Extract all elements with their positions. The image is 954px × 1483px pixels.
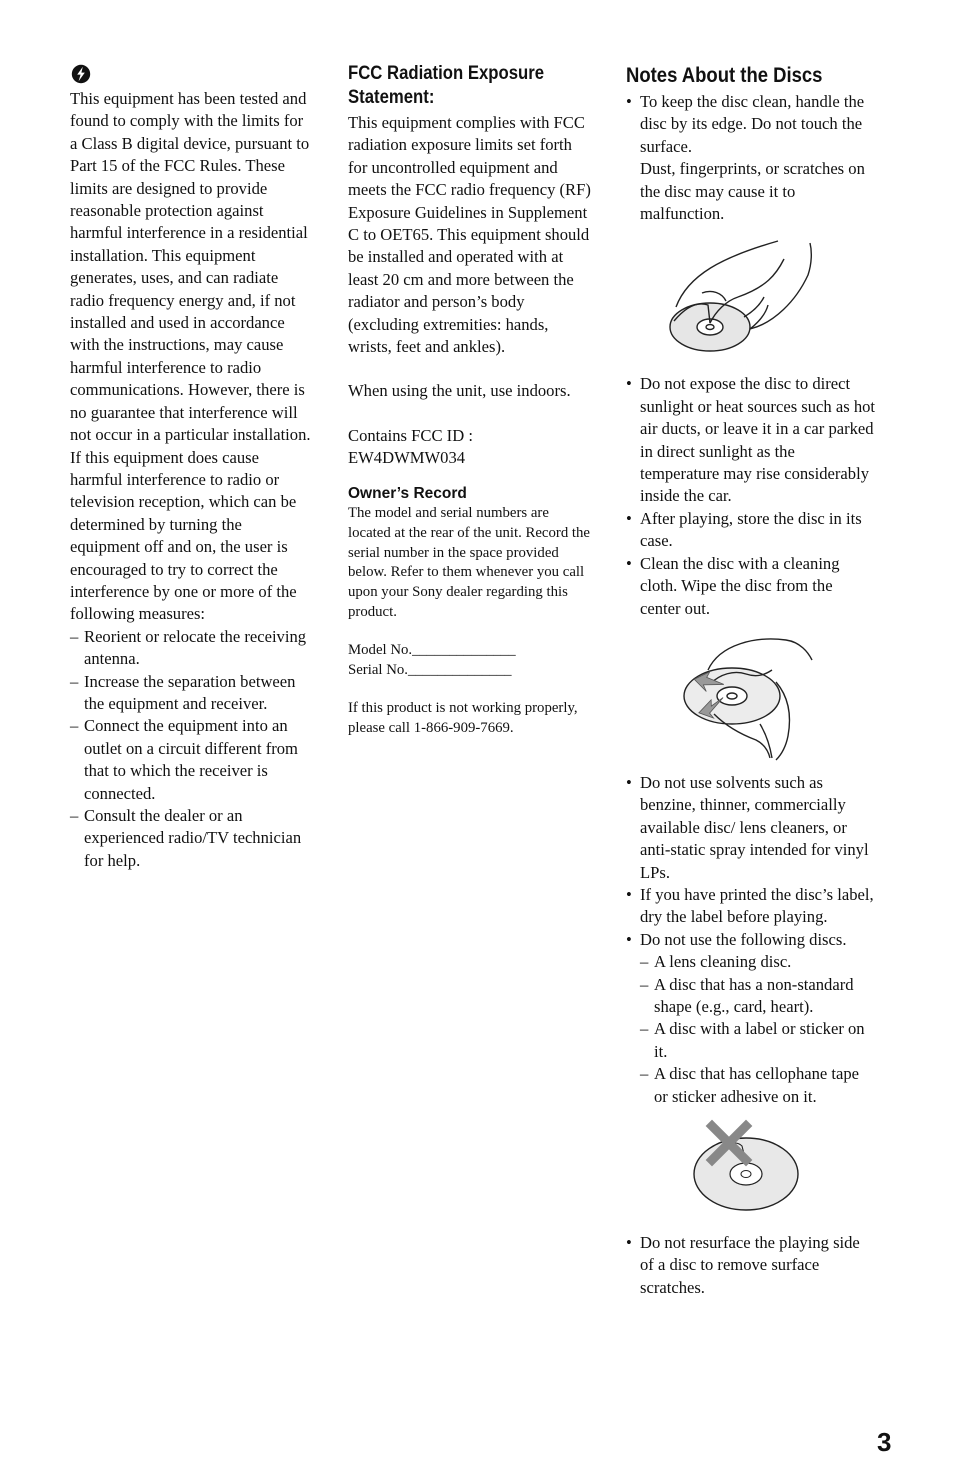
list-item: • Clean the disc with a cleaning cloth. Wipe the disc from the center out. — [626, 553, 876, 620]
indoor-use-text: When using the unit, use indoors. — [348, 381, 571, 401]
fcc-radiation-heading: FCC Radiation Exposure Statement: — [348, 63, 545, 108]
hand-holding-disc-illustration — [626, 235, 876, 363]
list-item: • Do not use solvents such as benzine, thinner, commercially available disc/ lens cleaners, or anti-static spray intended for vinyl LPs. — [626, 772, 876, 884]
list-item: – Consult the dealer or an experienced radio/TV technician for help. — [70, 805, 312, 872]
interference-measures-list — [70, 626, 312, 872]
owners-record-text: The model and serial numbers are located at the rear of the unit. Record the serial number in the space provided below. Refer to them whenever you call upon your Sony dealer regarding this product. — [348, 504, 590, 621]
serial-number-field: Serial No.______________ — [348, 662, 512, 679]
page-number: 3 — [877, 1427, 892, 1457]
list-item: – Connect the equipment into an outlet on a circuit different from that to which the receiver is connected. — [70, 715, 312, 805]
disc-notes-list — [626, 91, 876, 225]
list-item: – A lens cleaning disc. — [640, 951, 876, 973]
list-item: – A disc that has cellophane tape or sticker adhesive on it. — [640, 1063, 876, 1108]
list-item: – A disc with a label or sticker on it. — [640, 1018, 876, 1063]
cloth-wiping-disc-illustration — [626, 630, 876, 762]
notes-about-discs-heading: Notes About the Discs — [626, 64, 823, 87]
list-item: – Increase the separation between the equipment and receiver. — [70, 671, 312, 716]
disc-notes-column — [626, 62, 876, 1299]
disc-notes-list-final — [626, 1232, 876, 1299]
list-item: – Reorient or relocate the receiving antenna. — [70, 626, 312, 671]
fcc-compliance-column — [70, 62, 312, 872]
disc-notes-list-continued — [626, 373, 876, 619]
fcc-id-value: EW4DWMW034 — [348, 448, 466, 468]
prohibited-discs-list — [640, 951, 876, 1108]
crossed-out-disc-illustration — [626, 1118, 876, 1222]
model-number-field: Model No.______________ — [348, 642, 516, 659]
lightning-warning-icon — [71, 64, 91, 84]
disc-notes-list-more — [626, 772, 876, 1108]
list-item: • If you have printed the disc’s label, dry the label before playing. — [626, 884, 876, 929]
list-item: – A disc that has a non-standard shape (e.g., card, heart). — [640, 974, 876, 1019]
fcc-radiation-text: This equipment complies with FCC radiation exposure limits set forth for uncontrolled equipment and meets the FCC radio frequency (RF) Exposure Guidelines in Supplement C to OET65. This equipment should be installed and operated with at least 20 cm and more between the radiator and person’s body (excluding extremities: hands, wrists, feet and ankles). — [348, 113, 591, 357]
support-phone-text: If this product is not working properly, please call 1-866-909-7669. — [348, 699, 578, 736]
fcc-radiation-column — [348, 62, 594, 739]
list-item: • To keep the disc clean, handle the disc by its edge. Do not touch the surface. Dust, fingerprints, or scratches on the disc may cause it to malfunction. — [626, 91, 876, 225]
list-item: • Do not resurface the playing side of a disc to remove surface scratches. — [626, 1232, 876, 1299]
list-item: • Do not expose the disc to direct sunlight or heat sources such as hot air ducts, or leave it in a car parked in direct sunlight as the temperature may rise considerably inside the car. — [626, 373, 876, 507]
list-item: • Do not use the following discs. – A lens cleaning disc. – A disc that has a non-standard shape (e.g., card, heart). – A disc with a label or sticker on it. – A disc that has cellophane tape or sticker adhesive on it. — [626, 929, 876, 1108]
owners-record-heading: Owner’s Record — [348, 484, 467, 502]
fcc-class-b-statement: This equipment has been tested and found to comply with the limits for a Class B digital device, pursuant to Part 15 of the FCC Rules. These limits are designed to provide reasonable protection against harmful interference in a residential installation. This equipment generates, uses, and can radiate radio frequency energy and, if not installed and used in accordance with the instructions, may cause harmful interference to radio communications. However, there is no guarantee that interference will not occur in a particular installation. If this equipment does cause harmful interference to radio or television reception, which can be determined by turning the equipment off and on, the user is encouraged to try to correct the interference by one or more of the following measures: — [70, 89, 311, 624]
fcc-id-line: Contains FCC ID : — [348, 425, 473, 445]
list-item: • After playing, store the disc in its case. — [626, 508, 876, 553]
